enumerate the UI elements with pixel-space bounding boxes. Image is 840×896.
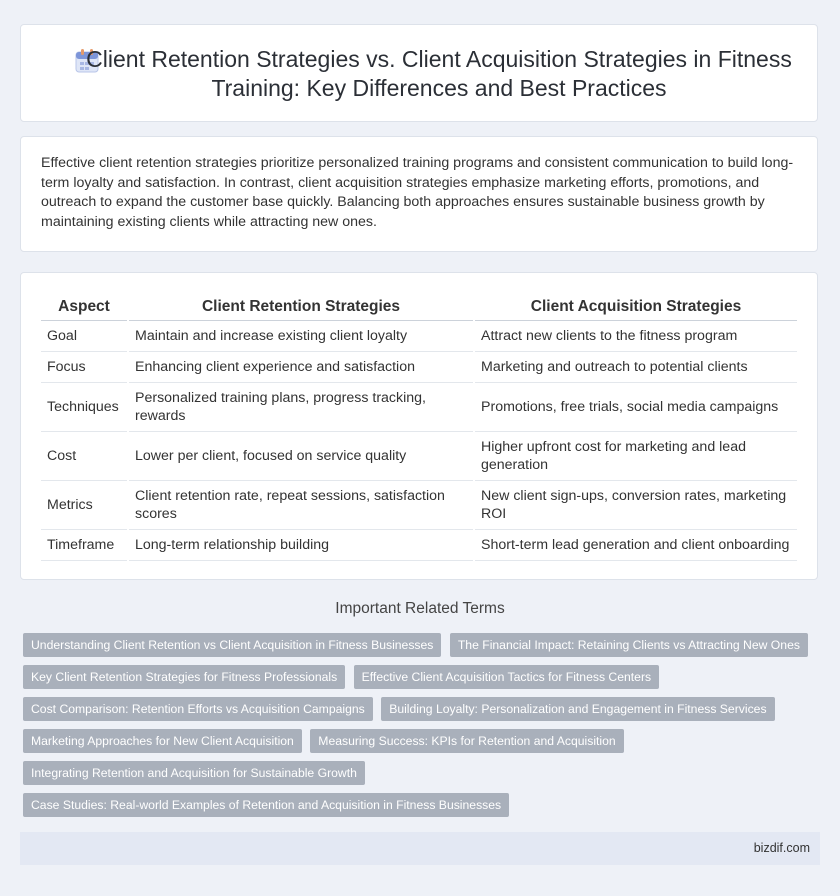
footer-site-name[interactable]: bizdif.com: [753, 841, 810, 855]
comparison-table-card: [20, 272, 818, 580]
related-term-tag[interactable]: Measuring Success: KPIs for Retention and Acquisition: [310, 729, 623, 753]
related-term-tag[interactable]: Effective Client Acquisition Tactics for Fitness Centers: [354, 665, 659, 689]
header-acquisition: Client Acquisition Strategies: [474, 295, 797, 321]
cell-retention: Enhancing client experience and satisfaction: [128, 352, 474, 383]
header-aspect: Aspect: [41, 295, 128, 321]
cell-retention: Long-term relationship building: [128, 530, 474, 561]
cell-acquisition: Short-term lead generation and client onboarding: [474, 530, 797, 561]
cell-acquisition: Marketing and outreach to potential clients: [474, 352, 797, 383]
related-term-tag[interactable]: Building Loyalty: Personalization and Engagement in Fitness Services: [381, 697, 774, 721]
related-terms-list: [23, 633, 813, 825]
table-header-row: [41, 295, 797, 321]
footer: [20, 832, 820, 865]
cell-acquisition: New client sign-ups, conversion rates, marketing ROI: [474, 481, 797, 530]
cell-acquisition: Attract new clients to the fitness program: [474, 321, 797, 352]
cell-retention: Personalized training plans, progress tracking, rewards: [128, 383, 474, 432]
related-term-tag[interactable]: The Financial Impact: Retaining Clients vs Attracting New Ones: [450, 633, 808, 657]
header-retention: Client Retention Strategies: [128, 295, 474, 321]
page-title: Client Retention Strategies vs. Client Acquisition Strategies in Fitness Training: Key Differences and Best Practices: [86, 46, 792, 101]
intro-card: [20, 136, 818, 252]
related-term-tag[interactable]: Understanding Client Retention vs Client Acquisition in Fitness Businesses: [23, 633, 441, 657]
related-term-tag[interactable]: Cost Comparison: Retention Efforts vs Acquisition Campaigns: [23, 697, 373, 721]
related-term-tag[interactable]: Key Client Retention Strategies for Fitness Professionals: [23, 665, 345, 689]
table-row: [41, 321, 797, 352]
cell-aspect: Cost: [41, 432, 128, 481]
table-row: [41, 383, 797, 432]
intro-paragraph: Effective client retention strategies prioritize personalized training programs and consistent communication to build long-term loyalty and satisfaction. In contrast, client acquisition strategies emphasize marketing efforts, promotions, and outreach to expand the customer base quickly. Balancing both approaches ensures sustainable business growth by maintaining existing clients while attracting new ones.: [41, 155, 794, 230]
cell-aspect: Timeframe: [41, 530, 128, 561]
cell-retention: Lower per client, focused on service quality: [128, 432, 474, 481]
related-term-tag[interactable]: Case Studies: Real-world Examples of Retention and Acquisition in Fitness Businesses: [23, 793, 509, 817]
comparison-table: [41, 295, 797, 561]
related-terms-heading: Important Related Terms: [335, 600, 505, 617]
table-row: [41, 352, 797, 383]
related-term-tag[interactable]: Integrating Retention and Acquisition for Sustainable Growth: [23, 761, 365, 785]
cell-retention: Client retention rate, repeat sessions, satisfaction scores: [128, 481, 474, 530]
cell-retention: Maintain and increase existing client loyalty: [128, 321, 474, 352]
cell-acquisition: Promotions, free trials, social media campaigns: [474, 383, 797, 432]
title-card: [20, 24, 818, 122]
cell-aspect: Metrics: [41, 481, 128, 530]
table-row: [41, 530, 797, 561]
table-row: [41, 432, 797, 481]
cell-acquisition: Higher upfront cost for marketing and lead generation: [474, 432, 797, 481]
table-row: [41, 481, 797, 530]
related-term-tag[interactable]: Marketing Approaches for New Client Acquisition: [23, 729, 302, 753]
cell-aspect: Goal: [41, 321, 128, 352]
cell-aspect: Techniques: [41, 383, 128, 432]
cell-aspect: Focus: [41, 352, 128, 383]
